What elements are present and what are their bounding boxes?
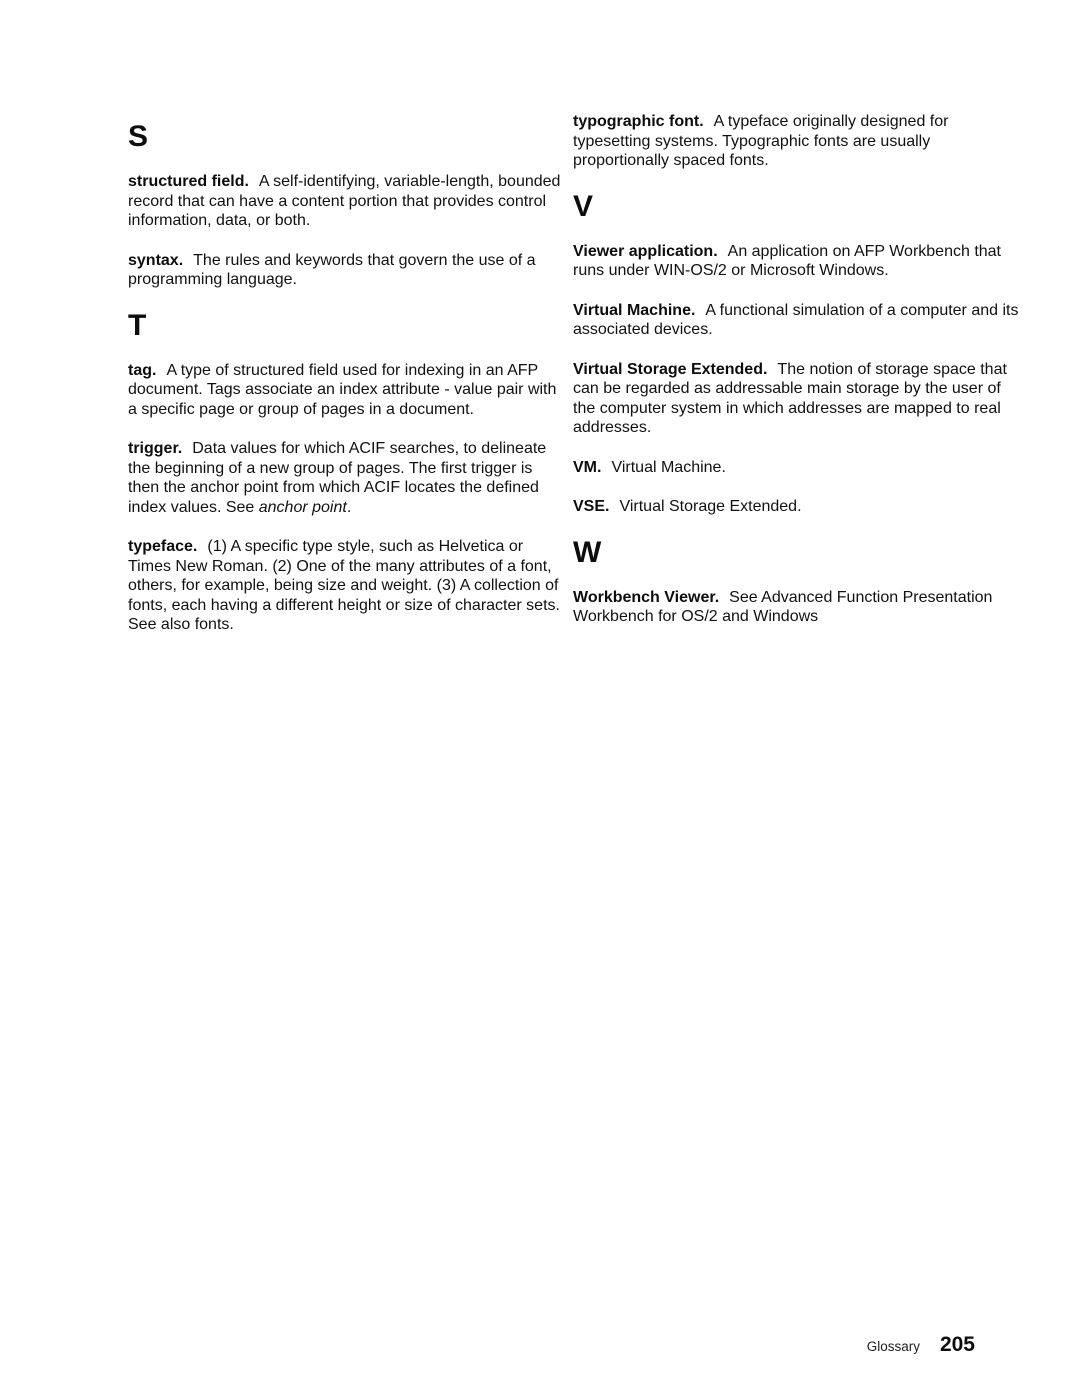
glossary-entry-typeface: [128, 537, 564, 635]
glossary-term: trigger.: [128, 440, 183, 457]
section-heading-w: W: [573, 535, 602, 569]
footer-section-label: Glossary: [866, 1339, 920, 1354]
glossary-term: VSE.: [573, 498, 610, 515]
glossary-definition: (1) A specific type style, such as Helvetica or Times New Roman. (2) One of the many attributes of a font, others, for example, being size and weight. (3) A collection of fonts, each having a different height or size of character sets. See also fonts.: [128, 538, 560, 633]
glossary-definition: A typeface originally designed for typesetting systems. Typographic fonts are usually proportionally spaced fonts.: [573, 113, 949, 169]
glossary-term: Virtual Storage Extended.: [573, 360, 768, 378]
glossary-term: typographic font.: [573, 113, 704, 130]
glossary-entry-syntax: [128, 251, 564, 290]
glossary-definition: The notion of storage space that can be regarded as addressable main storage by the user of the computer system in which addresses are mapped to real addresses.: [573, 360, 1007, 436]
glossary-definition: A functional simulation of a computer and its associated devices.: [573, 301, 1019, 338]
footer-page-number: 205: [939, 1333, 975, 1356]
glossary-entry-virtual-storage-extended: [573, 360, 1019, 438]
glossary-definition: A type of structured field used for indexing in an AFP document. Tags associate an index attribute - value pair with a specific page or group of pages in a document.: [128, 361, 557, 418]
glossary-entry-structured-field: [128, 172, 564, 231]
glossary-entry-vse: [573, 497, 1019, 517]
section-heading-s: S: [128, 120, 149, 153]
glossary-entry-vm: [573, 458, 1019, 478]
glossary-definition: Virtual Storage Extended.: [619, 498, 802, 515]
glossary-term: typeface.: [128, 538, 198, 555]
section-heading-v: V: [573, 189, 594, 223]
left-column: [128, 104, 564, 655]
glossary-definition: See Advanced Function Presentation Workbench for OS/2 and Windows: [573, 588, 993, 625]
glossary-entry-workbench-viewer: [573, 588, 1019, 627]
glossary-entry-virtual-machine: [573, 301, 1019, 340]
glossary-definition: .: [346, 498, 352, 516]
glossary-entry-tag: [128, 361, 564, 420]
glossary-term: VM.: [573, 458, 602, 476]
glossary-term: Workbench Viewer.: [573, 588, 720, 606]
page-footer: [0, 1333, 975, 1357]
glossary-definition: The rules and keywords that govern the use of a programming language.: [128, 251, 536, 288]
glossary-definition: An application on AFP Workbench that runs under WIN-OS/2 or Microsoft Windows.: [573, 242, 1001, 279]
glossary-entry-typographic-font: [573, 112, 1019, 171]
glossary-term: Viewer application.: [573, 242, 718, 260]
glossary-definition: Data values for which ACIF searches, to delineate the beginning of a new group of pages. The first trigger is then the anchor point from which ACIF locates the defined index values. See: [128, 440, 547, 516]
glossary-term: Virtual Machine.: [573, 301, 696, 319]
glossary-entry-viewer-application: [573, 242, 1019, 281]
glossary-definition: Virtual Machine.: [611, 458, 726, 476]
glossary-definition: A self-identifying, variable-length, bounded record that can have a content portion that provides control information, data, or both.: [128, 173, 561, 229]
glossary-term: tag.: [128, 361, 157, 379]
right-column: [573, 112, 1019, 647]
glossary-definition-cross-reference: anchor point: [258, 498, 347, 516]
glossary-term: structured field.: [128, 173, 249, 190]
section-heading-t: T: [128, 308, 147, 342]
glossary-entry-trigger: [128, 439, 564, 517]
glossary-term: syntax.: [128, 251, 184, 269]
